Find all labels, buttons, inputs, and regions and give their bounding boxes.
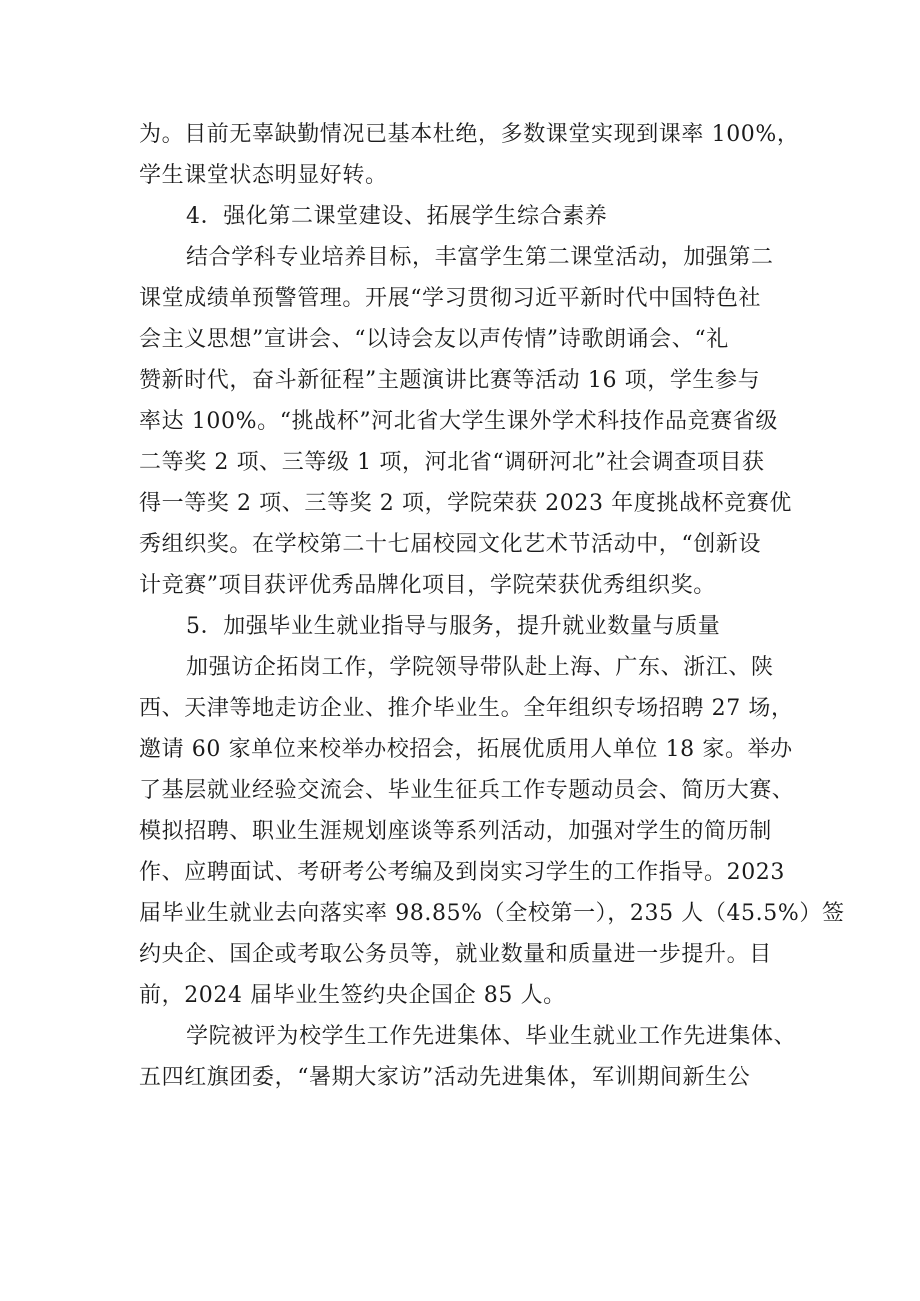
paragraph-line: 届毕业生就业去向落实率 98.85%（全校第一），235 人（45.5%）签 bbox=[139, 901, 845, 926]
paragraph-line: 模拟招聘、职业生涯规划座谈等系列活动，加强对学生的简历制 bbox=[139, 819, 772, 844]
paragraph-line: 为。目前无辜缺勤情况已基本杜绝，多数课堂实现到课率 100%， bbox=[139, 122, 800, 147]
paragraph-line: 计竞赛”项目获评优秀品牌化项目，学院荣获优秀组织奖。 bbox=[139, 573, 716, 598]
paragraph-line: 邀请 60 家单位来校举办校招会，拓展优质用人单位 18 家。举办 bbox=[139, 737, 793, 762]
paragraph-line: 作、应聘面试、考研考公考编及到岗实习学生的工作指导。2023 bbox=[139, 860, 785, 885]
paragraph-line: 学院被评为校学生工作先进集体、毕业生就业工作先进集体、 bbox=[186, 1024, 797, 1049]
section-heading-5: 5．加强毕业生就业指导与服务，提升就业数量与质量 bbox=[186, 614, 721, 639]
paragraph-line: 了基层就业经验交流会、毕业生征兵工作专题动员会、简历大赛、 bbox=[139, 778, 795, 803]
paragraph-line: 加强访企拓岗工作，学院领导带队赴上海、广东、浙江、陕 bbox=[186, 655, 774, 680]
paragraph-line: 西、天津等地走访企业、推介毕业生。全年组织专场招聘 27 场， bbox=[139, 696, 794, 721]
paragraph-line: 课堂成绩单预警管理。开展“学习贯彻习近平新时代中国特色社 bbox=[139, 286, 762, 311]
section-heading-4: 4．强化第二课堂建设、拓展学生综合素养 bbox=[186, 204, 608, 229]
paragraph-line: 秀组织奖。在学校第二十七届校园文化艺术节活动中，“创新设 bbox=[139, 532, 762, 557]
paragraph-line: 结合学科专业培养目标，丰富学生第二课堂活动，加强第二 bbox=[186, 245, 774, 270]
paragraph-line: 前，2024 届毕业生签约央企国企 85 人。 bbox=[139, 983, 566, 1008]
paragraph-line: 学生课堂状态明显好转。 bbox=[139, 163, 388, 188]
paragraph-line: 率达 100%。“挑战杯”河北省大学生课外学术科技作品竞赛省级 bbox=[139, 409, 778, 434]
paragraph-line: 二等奖 2 项、三等级 1 项，河北省“调研河北”社会调查项目获 bbox=[139, 450, 765, 475]
paragraph-line: 会主义思想”宣讲会、“以诗会友以声传情”诗歌朗诵会、“礼 bbox=[139, 327, 729, 352]
paragraph-line: 得一等奖 2 项、三等奖 2 项，学院荣获 2023 年度挑战杯竞赛优 bbox=[139, 491, 792, 516]
paragraph-line: 五四红旗团委，“暑期大家访”活动先进集体，军训期间新生公 bbox=[139, 1065, 751, 1090]
paragraph-line: 赞新时代，奋斗新征程”主题演讲比赛等活动 16 项，学生参与 bbox=[139, 368, 761, 393]
paragraph-line: 约央企、国企或考取公务员等，就业数量和质量进一步提升。目 bbox=[139, 942, 772, 967]
